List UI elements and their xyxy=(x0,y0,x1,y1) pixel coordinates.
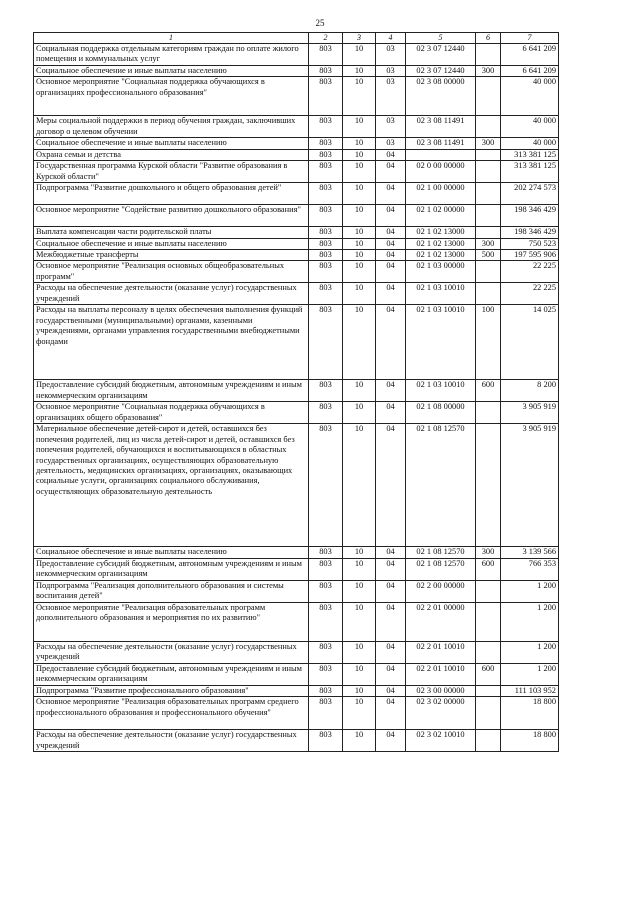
row-target-article: 02 1 08 00000 xyxy=(406,402,476,424)
row-amount: 1 200 xyxy=(501,663,559,685)
col-header-3: 3 xyxy=(343,33,376,44)
row-section: 10 xyxy=(343,685,376,696)
row-name: Подпрограмма "Реализация дополнительного образования и системы воспитания детей" xyxy=(34,580,309,602)
row-subsection: 04 xyxy=(376,663,406,685)
row-expense-type xyxy=(476,205,501,227)
row-target-article: 02 3 02 10010 xyxy=(406,730,476,752)
row-ministry-code: 803 xyxy=(309,138,343,149)
table-row xyxy=(34,44,559,66)
row-ministry-code: 803 xyxy=(309,250,343,261)
row-target-article: 02 1 08 12570 xyxy=(406,424,476,547)
row-ministry-code: 803 xyxy=(309,547,343,558)
row-section: 10 xyxy=(343,663,376,685)
row-expense-type xyxy=(476,44,501,66)
row-amount: 313 381 125 xyxy=(501,161,559,183)
row-target-article xyxy=(406,149,476,160)
table-row xyxy=(34,697,559,730)
row-ministry-code: 803 xyxy=(309,238,343,249)
table-row xyxy=(34,547,559,558)
table-row xyxy=(34,424,559,547)
row-expense-type xyxy=(476,730,501,752)
row-target-article: 02 1 02 13000 xyxy=(406,227,476,238)
row-amount: 3 905 919 xyxy=(501,402,559,424)
row-section: 10 xyxy=(343,580,376,602)
row-subsection: 04 xyxy=(376,149,406,160)
row-expense-type xyxy=(476,685,501,696)
row-section: 10 xyxy=(343,205,376,227)
row-section: 10 xyxy=(343,424,376,547)
row-expense-type: 500 xyxy=(476,250,501,261)
budget-table xyxy=(33,32,559,752)
table-row xyxy=(34,685,559,696)
row-expense-type xyxy=(476,227,501,238)
row-name: Выплата компенсации части родительской платы xyxy=(34,227,309,238)
col-header-7: 7 xyxy=(501,33,559,44)
row-target-article: 02 3 08 11491 xyxy=(406,138,476,149)
row-ministry-code: 803 xyxy=(309,149,343,160)
row-ministry-code: 803 xyxy=(309,558,343,580)
row-subsection: 04 xyxy=(376,602,406,641)
row-section: 10 xyxy=(343,305,376,380)
row-target-article: 02 1 08 12570 xyxy=(406,547,476,558)
col-header-6: 6 xyxy=(476,33,501,44)
table-row xyxy=(34,283,559,305)
row-name: Материальное обеспечение детей-сирот и детей, оставшихся без попечения родителей, лиц из числа детей-сирот и детей, оставшихся без попечения родителей, обучающихся и воспитывающихся в областных государственных организациях, осуществляющих образовательную деятельность, медицинских организациях, организациях, оказывающих социальные услуги, организациях социального обслуживания, осуществляющих образовательную деятельность xyxy=(34,424,309,547)
col-header-2: 2 xyxy=(309,33,343,44)
row-ministry-code: 803 xyxy=(309,424,343,547)
row-section: 10 xyxy=(343,641,376,663)
col-header-4: 4 xyxy=(376,33,406,44)
row-amount: 14 025 xyxy=(501,305,559,380)
row-subsection: 04 xyxy=(376,697,406,730)
row-name: Расходы на обеспечение деятельности (оказание услуг) государственных учреждений xyxy=(34,283,309,305)
row-section: 10 xyxy=(343,149,376,160)
row-amount: 40 000 xyxy=(501,77,559,116)
row-amount: 22 225 xyxy=(501,261,559,283)
table-row xyxy=(34,77,559,116)
row-target-article: 02 2 01 10010 xyxy=(406,641,476,663)
row-ministry-code: 803 xyxy=(309,402,343,424)
row-expense-type xyxy=(476,183,501,205)
row-expense-type xyxy=(476,261,501,283)
row-ministry-code: 803 xyxy=(309,730,343,752)
row-name: Основное мероприятие "Социальная поддержка обучающихся в организациях общего образования" xyxy=(34,402,309,424)
row-ministry-code: 803 xyxy=(309,205,343,227)
row-name: Основное мероприятие "Содействие развитию дошкольного образования" xyxy=(34,205,309,227)
row-target-article: 02 1 02 13000 xyxy=(406,250,476,261)
row-target-article: 02 3 07 12440 xyxy=(406,66,476,77)
row-ministry-code: 803 xyxy=(309,305,343,380)
row-section: 10 xyxy=(343,261,376,283)
row-name: Основное мероприятие "Реализация образовательных программ дополнительного образования и мероприятия по их развитию" xyxy=(34,602,309,641)
row-subsection: 04 xyxy=(376,380,406,402)
row-subsection: 03 xyxy=(376,138,406,149)
row-expense-type: 300 xyxy=(476,138,501,149)
row-name: Социальное обеспечение и иные выплаты населению xyxy=(34,238,309,249)
row-subsection: 04 xyxy=(376,558,406,580)
table-row xyxy=(34,602,559,641)
row-subsection: 03 xyxy=(376,77,406,116)
table-row xyxy=(34,641,559,663)
row-section: 10 xyxy=(343,116,376,138)
row-expense-type xyxy=(476,602,501,641)
row-name: Расходы на выплаты персоналу в целях обеспечения выполнения функций государственными (муниципальными) органами, казенными учреждениями, органами управления государственными внебюджетными фондами xyxy=(34,305,309,380)
row-name: Социальное обеспечение и иные выплаты населению xyxy=(34,547,309,558)
row-target-article: 02 2 01 10010 xyxy=(406,663,476,685)
table-row xyxy=(34,663,559,685)
row-ministry-code: 803 xyxy=(309,697,343,730)
row-expense-type: 300 xyxy=(476,238,501,249)
table-row xyxy=(34,238,559,249)
row-amount: 750 523 xyxy=(501,238,559,249)
row-amount: 111 103 952 xyxy=(501,685,559,696)
row-target-article: 02 1 02 00000 xyxy=(406,205,476,227)
table-row xyxy=(34,66,559,77)
row-name: Социальное обеспечение и иные выплаты населению xyxy=(34,138,309,149)
row-ministry-code: 803 xyxy=(309,283,343,305)
row-expense-type xyxy=(476,77,501,116)
col-header-5: 5 xyxy=(406,33,476,44)
row-ministry-code: 803 xyxy=(309,44,343,66)
table-row xyxy=(34,116,559,138)
row-section: 10 xyxy=(343,77,376,116)
row-ministry-code: 803 xyxy=(309,685,343,696)
row-target-article: 02 3 08 11491 xyxy=(406,116,476,138)
table-row xyxy=(34,161,559,183)
row-section: 10 xyxy=(343,697,376,730)
page-number: 25 xyxy=(315,18,325,28)
row-amount: 40 000 xyxy=(501,116,559,138)
table-row xyxy=(34,149,559,160)
table-row xyxy=(34,261,559,283)
row-expense-type: 600 xyxy=(476,663,501,685)
row-subsection: 04 xyxy=(376,547,406,558)
row-ministry-code: 803 xyxy=(309,641,343,663)
row-expense-type xyxy=(476,402,501,424)
row-amount: 6 641 209 xyxy=(501,44,559,66)
row-expense-type: 600 xyxy=(476,558,501,580)
row-name: Предоставление субсидий бюджетным, автономным учреждениям и иным некоммерческим организациям xyxy=(34,558,309,580)
row-expense-type: 300 xyxy=(476,66,501,77)
row-subsection: 04 xyxy=(376,183,406,205)
row-subsection: 04 xyxy=(376,580,406,602)
row-expense-type xyxy=(476,161,501,183)
row-amount: 1 200 xyxy=(501,580,559,602)
row-amount: 198 346 429 xyxy=(501,205,559,227)
row-target-article: 02 3 02 00000 xyxy=(406,697,476,730)
row-name: Основное мероприятие "Социальная поддержка обучающихся в организациях профессионального образования" xyxy=(34,77,309,116)
row-section: 10 xyxy=(343,380,376,402)
row-section: 10 xyxy=(343,183,376,205)
row-subsection: 03 xyxy=(376,116,406,138)
header-row xyxy=(34,33,559,44)
row-target-article: 02 1 03 10010 xyxy=(406,380,476,402)
row-ministry-code: 803 xyxy=(309,261,343,283)
row-subsection: 04 xyxy=(376,424,406,547)
row-section: 10 xyxy=(343,138,376,149)
row-amount: 1 200 xyxy=(501,602,559,641)
row-subsection: 04 xyxy=(376,283,406,305)
row-section: 10 xyxy=(343,238,376,249)
row-name: Охрана семьи и детства xyxy=(34,149,309,160)
col-header-1: 1 xyxy=(34,33,309,44)
row-expense-type xyxy=(476,283,501,305)
row-target-article: 02 3 00 00000 xyxy=(406,685,476,696)
row-name: Государственная программа Курской области "Развитие образования в Курской области" xyxy=(34,161,309,183)
row-subsection: 03 xyxy=(376,66,406,77)
row-ministry-code: 803 xyxy=(309,183,343,205)
row-amount: 18 800 xyxy=(501,697,559,730)
row-target-article: 02 1 02 13000 xyxy=(406,238,476,249)
row-target-article: 02 1 00 00000 xyxy=(406,183,476,205)
row-name: Расходы на обеспечение деятельности (оказание услуг) государственных учреждений xyxy=(34,641,309,663)
row-expense-type xyxy=(476,149,501,160)
row-amount: 22 225 xyxy=(501,283,559,305)
row-amount: 202 274 573 xyxy=(501,183,559,205)
row-name: Основное мероприятие "Реализация основных общеобразовательных программ" xyxy=(34,261,309,283)
row-section: 10 xyxy=(343,283,376,305)
row-subsection: 04 xyxy=(376,250,406,261)
row-subsection: 04 xyxy=(376,402,406,424)
row-section: 10 xyxy=(343,66,376,77)
row-name: Расходы на обеспечение деятельности (оказание услуг) государственных учреждений xyxy=(34,730,309,752)
table-row xyxy=(34,138,559,149)
row-ministry-code: 803 xyxy=(309,580,343,602)
row-name: Социальное обеспечение и иные выплаты населению xyxy=(34,66,309,77)
row-ministry-code: 803 xyxy=(309,161,343,183)
row-subsection: 04 xyxy=(376,685,406,696)
row-target-article: 02 2 01 00000 xyxy=(406,602,476,641)
row-target-article: 02 1 03 10010 xyxy=(406,305,476,380)
row-subsection: 04 xyxy=(376,641,406,663)
row-expense-type: 600 xyxy=(476,380,501,402)
row-amount: 1 200 xyxy=(501,641,559,663)
row-name: Основное мероприятие "Реализация образовательных программ среднего профессионального образования и профессионального обучения" xyxy=(34,697,309,730)
row-target-article: 02 1 03 00000 xyxy=(406,261,476,283)
row-target-article: 02 3 08 00000 xyxy=(406,77,476,116)
row-ministry-code: 803 xyxy=(309,380,343,402)
row-section: 10 xyxy=(343,730,376,752)
row-name: Меры социальной поддержки в период обучения граждан, заключивших договор о целевом обучении xyxy=(34,116,309,138)
row-subsection: 04 xyxy=(376,205,406,227)
row-ministry-code: 803 xyxy=(309,77,343,116)
row-amount: 6 641 209 xyxy=(501,66,559,77)
row-section: 10 xyxy=(343,161,376,183)
table-row xyxy=(34,730,559,752)
row-amount: 766 353 xyxy=(501,558,559,580)
row-section: 10 xyxy=(343,227,376,238)
row-amount: 198 346 429 xyxy=(501,227,559,238)
row-ministry-code: 803 xyxy=(309,663,343,685)
table-row xyxy=(34,380,559,402)
row-target-article: 02 1 08 12570 xyxy=(406,558,476,580)
table-row xyxy=(34,205,559,227)
row-expense-type xyxy=(476,580,501,602)
row-expense-type xyxy=(476,424,501,547)
row-section: 10 xyxy=(343,402,376,424)
row-name: Подпрограмма "Развитие дошкольного и общего образования детей" xyxy=(34,183,309,205)
row-ministry-code: 803 xyxy=(309,227,343,238)
row-amount: 8 200 xyxy=(501,380,559,402)
row-name: Межбюджетные трансферты xyxy=(34,250,309,261)
table-row xyxy=(34,558,559,580)
row-name: Предоставление субсидий бюджетным, автономным учреждениям и иным некоммерческим организациям xyxy=(34,663,309,685)
row-ministry-code: 803 xyxy=(309,66,343,77)
row-target-article: 02 1 03 10010 xyxy=(406,283,476,305)
row-subsection: 04 xyxy=(376,730,406,752)
row-section: 10 xyxy=(343,250,376,261)
table-row xyxy=(34,305,559,380)
row-name: Предоставление субсидий бюджетным, автономным учреждениям и иным некоммерческим организациям xyxy=(34,380,309,402)
row-subsection: 04 xyxy=(376,161,406,183)
row-amount: 3 905 919 xyxy=(501,424,559,547)
row-name: Подпрограмма "Развитие профессионального образования" xyxy=(34,685,309,696)
row-amount: 197 595 906 xyxy=(501,250,559,261)
row-section: 10 xyxy=(343,558,376,580)
row-name: Социальная поддержка отдельным категориям граждан по оплате жилого помещения и коммунальных услуг xyxy=(34,44,309,66)
row-expense-type: 100 xyxy=(476,305,501,380)
row-ministry-code: 803 xyxy=(309,602,343,641)
row-section: 10 xyxy=(343,44,376,66)
row-amount: 18 800 xyxy=(501,730,559,752)
row-amount: 313 381 125 xyxy=(501,149,559,160)
row-expense-type xyxy=(476,116,501,138)
table-row xyxy=(34,402,559,424)
table-row xyxy=(34,183,559,205)
table-row xyxy=(34,250,559,261)
row-subsection: 04 xyxy=(376,227,406,238)
row-target-article: 02 2 00 00000 xyxy=(406,580,476,602)
table-row xyxy=(34,580,559,602)
row-expense-type: 300 xyxy=(476,547,501,558)
row-expense-type xyxy=(476,641,501,663)
row-ministry-code: 803 xyxy=(309,116,343,138)
row-target-article: 02 3 07 12440 xyxy=(406,44,476,66)
row-section: 10 xyxy=(343,547,376,558)
row-amount: 3 139 566 xyxy=(501,547,559,558)
row-section: 10 xyxy=(343,602,376,641)
table-row xyxy=(34,227,559,238)
row-amount: 40 000 xyxy=(501,138,559,149)
row-subsection: 04 xyxy=(376,238,406,249)
row-subsection: 03 xyxy=(376,44,406,66)
row-expense-type xyxy=(476,697,501,730)
row-subsection: 04 xyxy=(376,261,406,283)
row-subsection: 04 xyxy=(376,305,406,380)
row-target-article: 02 0 00 00000 xyxy=(406,161,476,183)
